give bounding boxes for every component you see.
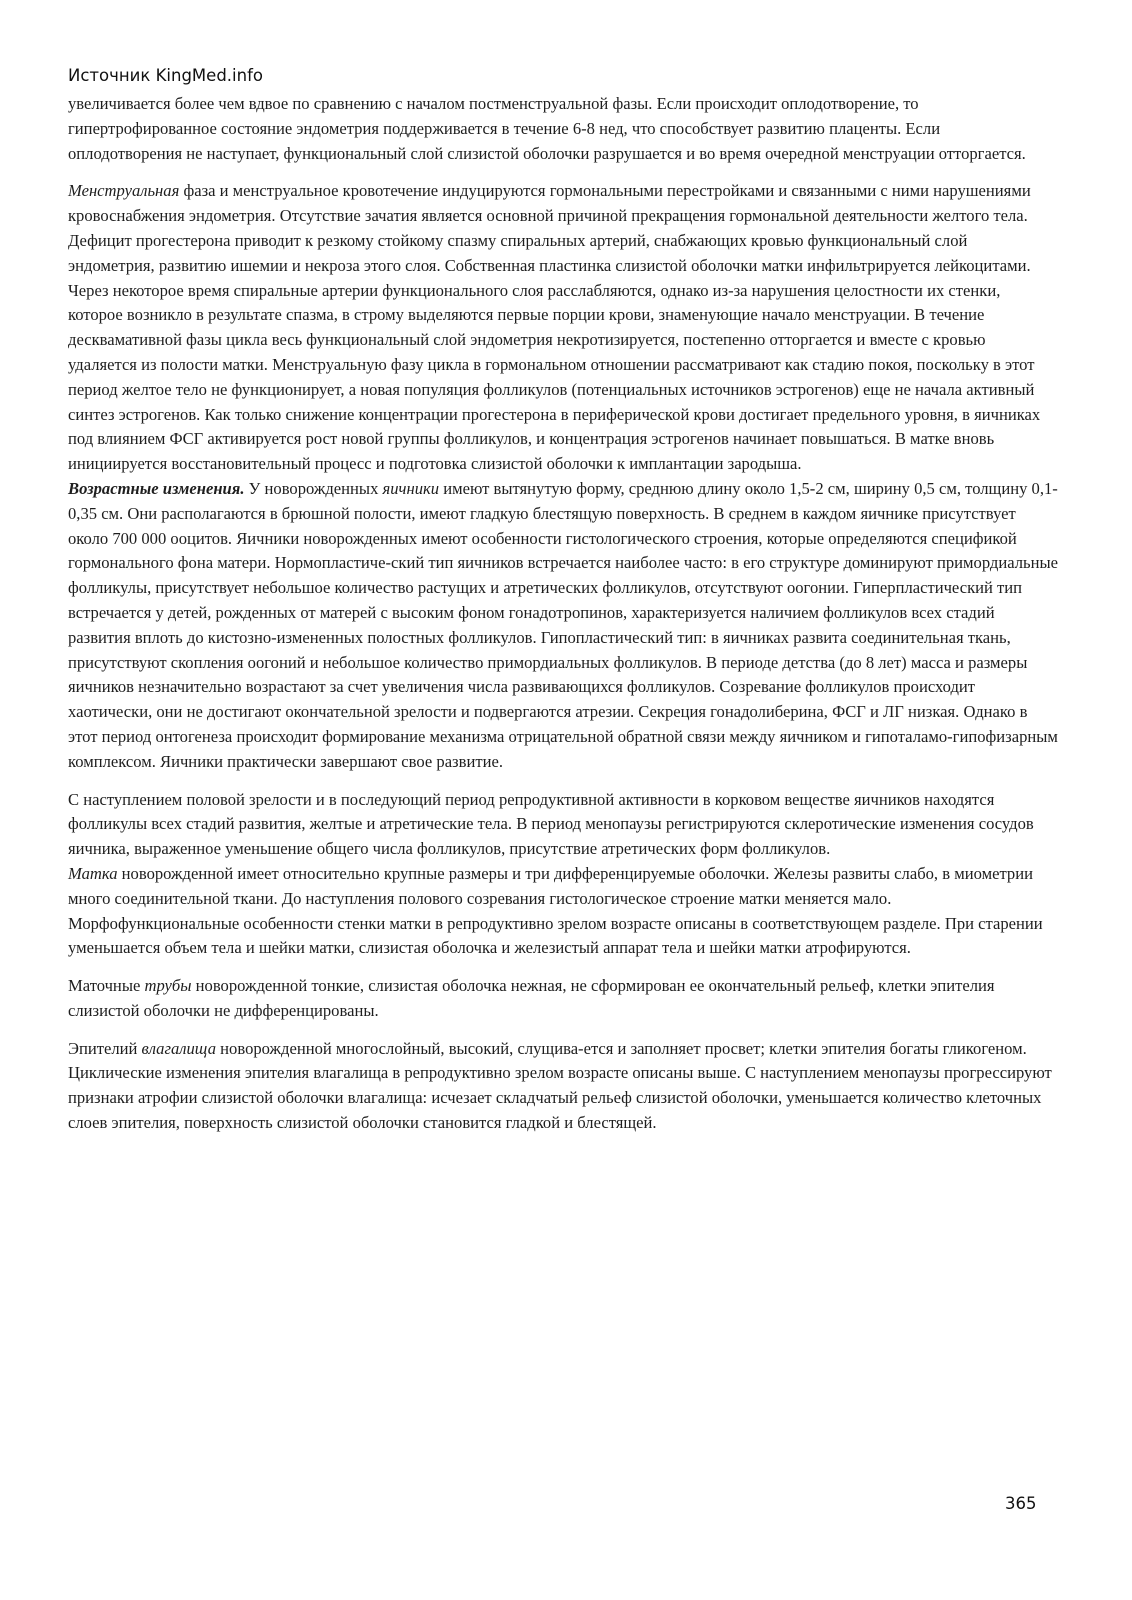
italic-term: влагалища (141, 1038, 217, 1058)
paragraph-text: фаза и менструальное кровотечение индуцируются гормональными перестройками и связанными с ними нарушениями кровоснабжения эндометрия. Отсутствие зачатия является основной причиной прекращения гормональной деятельности желтого тела. Дефицит прогестерона приводит к резкому стойкому спазму спиральных артерий, снабжающих кровью функциональный слой эндометрия, развитию ишемии и некроза этого слоя. Собственная пластинка слизистой оболочки матки инфильтрируется лейкоцитами. Через некоторое время спиральные артерии функционального слоя расслабляются, однако из-за нарушения целостности их стенки, которое возникло в результате спазма, в строму выделяются первые порции крови, знаменующие начало менструации. В течение десквамативной фазы цикла весь функциональный слой эндометрия некротизируется, постепенно отторгается и вместе с кровью удаляется из полости матки. Менструальную фазу цикла в гормональном отношении рассматривают как стадию покоя, поскольку в этот период желтое тело не функционирует, а новая популяция фолликулов (потенциальных источников эстрогенов) еще не начала активный синтез эстрогенов. Как только снижение концентрации прогестерона в периферической крови достигает предельного уровня, в яичниках под влиянием ФСГ активируется рост новой группы фолликулов, и концентрация эстрогенов начинает повышаться. В матке вновь инициируется восстановительный процесс и подготовка слизистой оболочки к имплантации зародыша. (68, 181, 1041, 474)
paragraph-1 (68, 92, 1058, 166)
page-number: 365 (1005, 1494, 1037, 1513)
section-heading-inline: Возрастные изменения. (68, 478, 245, 498)
paragraph-text: С наступлением половой зрелости и в последующий период репродуктивной активности в корковом веществе яичников находятся фолликулы всех стадий развития, желтые и атретические тела. В период менопаузы регистрируются склеротические изменения сосудов яичника, выраженное уменьшение общего числа фолликулов, присутствие атретических форм фолликулов. (68, 789, 1034, 859)
paragraph-text: имеют вытянутую форму, среднюю длину около 1,5-2 см, ширину 0,5 см, толщину 0,1-0,35 см. Они располагаются в брюшной полости, имеют гладкую блестящую поверхность. В среднем в каждом яичнике присутствует около 700 000 ооцитов. Яичники новорожденных имеют особенности гистологического строения, которые определяются спецификой гормонального фона матери. Нормопластиче-ский тип яичников встречается наиболее часто: в его структуре доминируют примордиальные фолликулы, присутствует небольшое количество растущих и атретических фолликулов, отсутствуют оогонии. Гиперпластический тип встречается у детей, рожденных от матерей с высоким фоном гонадотропинов, характеризуется наличием фолликулов всех стадий развития вплоть до кистозно-измененных полостных фолликулов. Гипопластический тип: в яичниках развита соединительная ткань, присутствуют скопления оогоний и небольшое количество примордиальных фолликулов. В периоде детства (до 8 лет) масса и размеры яичников незначительно возрастают за счет увеличения числа развивающихся фолликулов. Созревание фолликулов происходит хаотически, они не достигают окончательной зрелости и подвергаются атрезии. Секреция гонадолиберина, ФСГ и ЛГ низкая. Однако в этот период онтогенеза происходит формирование механизма отрицательной обратной связи между яичником и гипоталамо-гипофизарным комплексом. Яичники практически завершают свое развитие. (68, 478, 1058, 771)
paragraph-text: новорожденной многослойный, высокий, слущива-ется и заполняет просвет; клетки эпителия богаты гликогеном. Циклические изменения эпителия влагалища в репродуктивно зрелом возрасте описаны выше. С наступлением менопаузы прогрессируют признаки атрофии слизистой оболочки влагалища: исчезает складчатый рельеф слизистой оболочки, уменьшается количество клеточных слоев эпителия, поверхность слизистой оболочки становится гладкой и блестящей. (68, 1038, 1052, 1133)
italic-term: яичники (382, 478, 440, 498)
paragraph-text: увеличивается более чем вдвое по сравнению с началом постменструальной фазы. Если происходит оплодотворение, то гипертрофированное состояние эндометрия поддерживается в течение 6-8 нед, что способствует развитию плаценты. Если оплодотворения не наступает, функциональный слой слизистой оболочки разрушается и во время очередной менструации отторгается. (68, 94, 1026, 163)
paragraph-text: новорожденной имеет относительно крупные размеры и три дифференцируемые оболочки. Железы развиты слабо, в миометрии много соединительной ткани. До наступления полового созревания гистологическое строение матки меняется мало. Морфофункциональные особенности стенки матки в репродуктивно зрелом возрасте описаны в соответствующем разделе. При старении уменьшается объем тела и шейки матки, слизистая оболочка и железистый аппарат тела и шейки матки атрофируются. (68, 863, 1043, 958)
paragraph-tubes (68, 974, 1058, 1024)
paragraph-vagina (68, 1037, 1058, 1136)
paragraph-menstrual-phase (68, 179, 1058, 477)
italic-term: трубы (144, 976, 192, 996)
source-header: Источник KingMed.info (68, 66, 263, 85)
paragraph-uterus (68, 862, 1058, 961)
italic-term: Менструальная (68, 181, 180, 201)
paragraph-text: новорожденной тонкие, слизистая оболочка нежная, не сформирован ее окончательный рельеф, клетки эпителия слизистой оболочки не дифференцированы. (68, 976, 995, 1020)
paragraph-text: Маточные (68, 976, 145, 996)
italic-term: Матка (68, 863, 118, 883)
paragraph-text: У новорожденных (244, 478, 383, 498)
page-body (68, 92, 1058, 1136)
paragraph-puberty (68, 788, 1058, 862)
paragraph-age-changes (68, 477, 1058, 775)
paragraph-text: Эпителий (68, 1038, 142, 1058)
